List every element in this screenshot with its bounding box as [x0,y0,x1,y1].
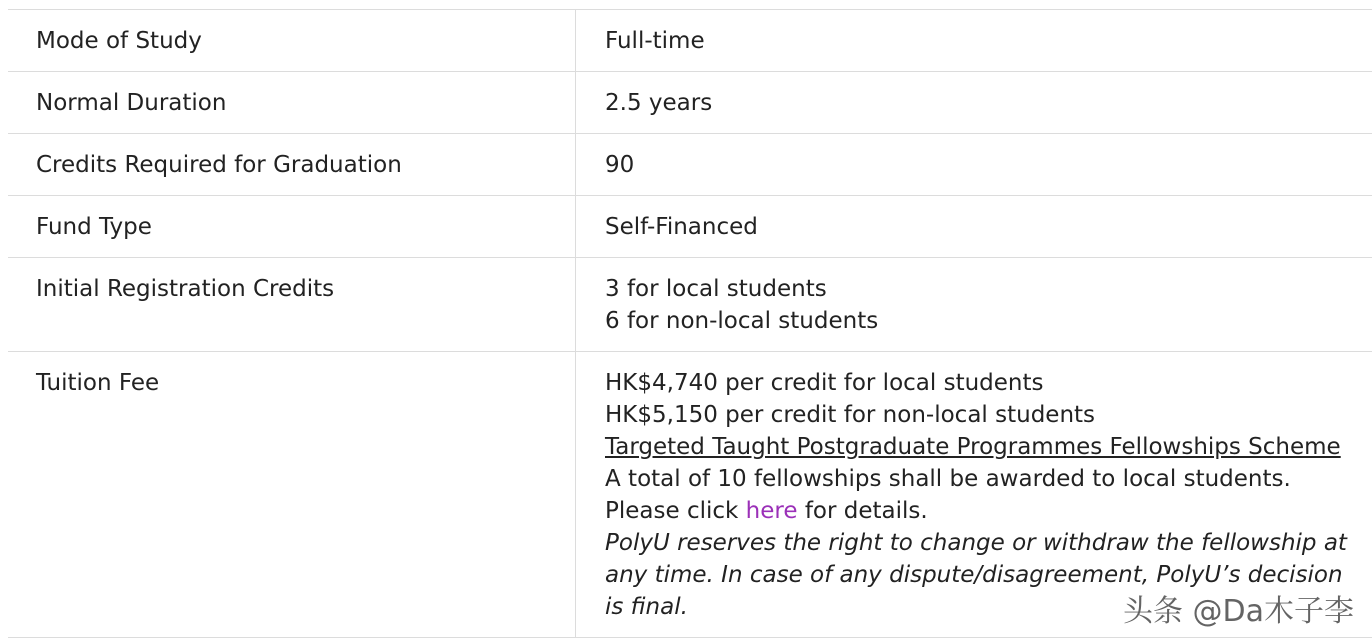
non-local-fee-text: HK$5,150 per credit for non-local students [605,402,1096,428]
row-value-normal-duration: 2.5 years [576,72,1372,134]
fellowship-paragraph [605,466,1291,524]
row-label-mode-of-study: Mode of Study [8,10,576,72]
details-text: for details. [804,498,928,524]
local-credits-text: 3 for local students [605,276,827,302]
row-value-initial-registration-credits [576,258,1372,352]
table-row [8,72,1372,134]
table-row [8,196,1372,258]
fellowship-text: A total of 10 fellowships shall be awarded to local students. Please click [605,466,1291,524]
row-label-fund-type: Fund Type [8,196,576,258]
row-value-fund-type: Self-Financed [576,196,1372,258]
programme-info-table [8,9,1372,638]
fellowships-scheme-link[interactable]: Targeted Taught Postgraduate Programmes Fellowships Scheme [605,434,1341,460]
table-row [8,258,1372,352]
row-label-normal-duration: Normal Duration [8,72,576,134]
watermark-text: 头条 @Da木子李 [1122,594,1354,629]
row-label-credits-required: Credits Required for Graduation [8,134,576,196]
here-link[interactable]: here [745,498,798,524]
non-local-credits-text: 6 for non-local students [605,308,879,334]
row-label-initial-registration-credits: Initial Registration Credits [8,258,576,352]
table-row [8,10,1372,72]
table-row [8,134,1372,196]
fellowship-disclaimer: PolyU reserves the right to change or withdraw the fellowship at any time. In case of any dispute/disagreement, PolyU’s decision is final. [605,530,1347,620]
row-value-mode-of-study: Full-time [576,10,1372,72]
row-value-credits-required: 90 [576,134,1372,196]
row-label-tuition-fee: Tuition Fee [8,352,576,638]
local-fee-text: HK$4,740 per credit for local students [605,370,1044,396]
